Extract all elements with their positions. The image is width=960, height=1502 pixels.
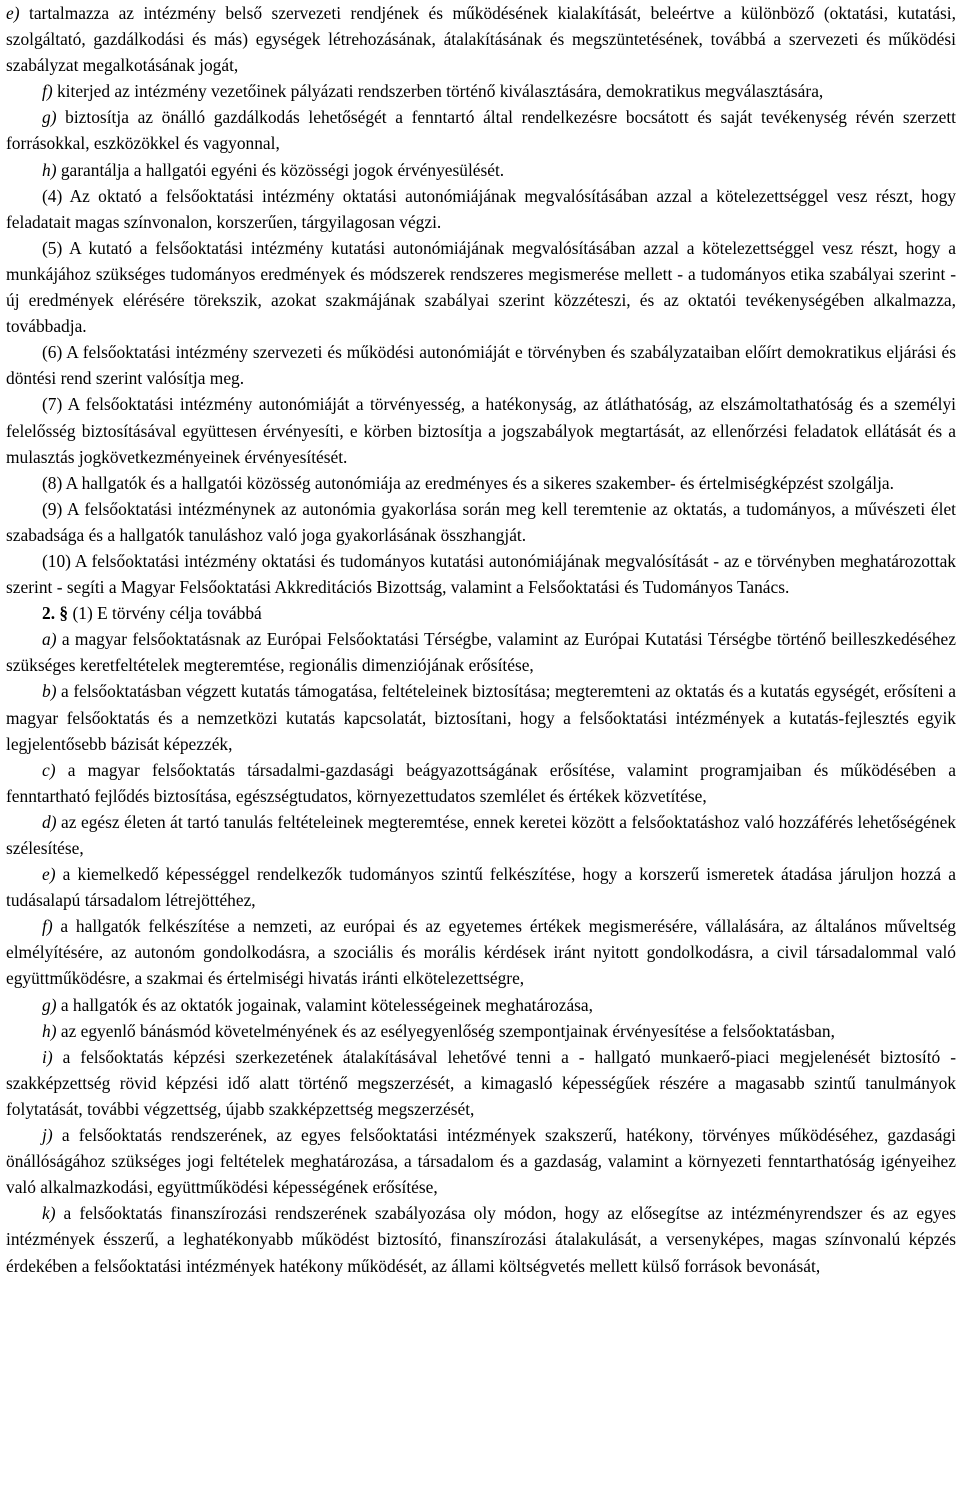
goal-text: a hallgatók felkészítése a nemzeti, az európai és az egyetemes értékek megismerésére, vállalására, az általános műveltség elmélyítésére, az autonóm gondolkodásra, a szociális és morális kérdések iránt nyitott gondolkodásra, a civil társadalommal való együttműködésre, a szakmai és értelmiségi hivatás iránti elkötelezettségre, [6,916,956,989]
point-text: garantálja a hallgatói egyéni és közösségi jogok érvényesülését. [56,159,505,180]
goal-label: i) [42,1046,53,1067]
paragraph-8: (8) A hallgatók és a hallgatói közösség autonómiája az eredményes és a sikeres szakember- és értelmiségképzést szolgálja. [42,472,894,493]
goal-c [6,757,956,809]
goal-g [6,992,956,1018]
goal-label: g) [42,994,57,1015]
section-number: 2. [42,603,56,624]
goal-label: b) [42,681,57,702]
point-label: g) [42,107,57,128]
section-heading [6,600,956,626]
goal-a [6,626,956,678]
goal-text: a felsőoktatás finanszírozási rendszerének szabályozása oly módon, hogy az elősegítse az intézményrendszer és az egyes intézmények ésszerű, a leghatékonyabb működést biztosító, finanszírozási átalakulását, a versenyképes, magas színvonalú képzés érdekében a felsőoktatási intézmények hatékony működését, az állami költségvetés mellett külső források bevonását, [6,1203,956,1276]
paragraph-7: (7) A felsőoktatási intézmény autonómiáját a törvényesség, a hatékonyság, az átláthatóság, az elszámoltathatóság és a személyi felelősség biztosításával együttesen érvényesíti, e körben biztosítja a jogszabályok megtartását, az ellenőrzési feladatok ellátását és a mulasztás jogkövetkezményeinek érvényesítését. [6,394,956,467]
point-text: biztosítja az önálló gazdálkodás lehetőségét a fenntartó által rendelkezésre bocsátott és saját tevékenység révén szerzett forrásokkal, eszközökkel és vagyonnal, [6,107,956,154]
goal-text: a felsőoktatás képzési szerkezetének átalakításával lehetővé tenni a - hallgató munkaerő-piaci megjelenését biztosító - szakképzettség rövid képzési idő alatt történő megszerzését, a kimagasló képességűek részére a magasabb szintű tanulmányok folytatását, további végzettség, újabb szakképzettség megszerzését, [6,1046,956,1119]
paragraph-10: (10) A felsőoktatási intézmény oktatási és tudományos kutatási autonómiájának megvalósítását - az e törvényben meghatározottak szerint - segíti a Magyar Felsőoktatási Akkreditációs Bizottság, valamint a Felsőoktatási és Tudományos Tanács. [6,550,956,598]
goal-label: j) [42,1125,53,1146]
goal-label: h) [42,1020,57,1041]
goal-label: d) [42,811,57,832]
goal-j [6,1122,956,1200]
point-f [6,78,956,104]
goal-label: e) [42,864,56,885]
section-text: (1) E törvény célja továbbá [68,603,262,624]
point-g [6,104,956,156]
goal-label: c) [42,759,56,780]
point-label: h) [42,159,57,180]
paragraph-9: (9) A felsőoktatási intézménynek az autonómia gyakorlása során meg kell teremtenie az oktatás, a tudományos, a művészeti élet szabadsága és a hallgatók tanuláshoz való joga gyakorlásának összhangját. [6,498,956,545]
goal-label: f) [42,916,53,937]
paragraph-5: (5) A kutató a felsőoktatási intézmény kutatási autonómiájának megvalósításában azzal a kötelezettséggel vesz részt, hogy a munkájához szükséges tudományos eredmények és módszerek rendszeres megismerése mellett - a tudományos etika szabályai szerint - új eredmények elérésére törekszik, azokat szakmájának szabályai szerint közzéteszi, és az oktatói tevékenységében alkalmazza, továbbadja. [6,237,956,337]
goal-text: a felsőoktatás rendszerének, az egyes felsőoktatási intézmények szakszerű, hatékony, törvényes működéséhez, gazdasági önállóságához szükséges jogi feltételek meghatározása, a társadalom és a gazdaság, valamint a környezeti fenntarthatóság igényeihez való alkalmazkodási, együttműködési képességének erősítése, [6,1125,956,1198]
goal-b [6,678,956,756]
goal-label: k) [42,1203,56,1224]
point-e [6,0,956,78]
point-h [6,157,956,183]
goal-k [6,1200,956,1278]
point-label: f) [42,81,53,102]
goal-text: az egész életen át tartó tanulás feltételeinek megteremtése, ennek keretei között a felsőoktatáshoz való hozzáférés lehetőségének szélesítése, [6,811,956,858]
point-label: e) [6,3,20,23]
goal-i [6,1044,956,1122]
goal-h [6,1018,956,1044]
goal-text: az egyenlő bánásmód követelményének és az esélyegyenlőség szempontjainak érvényesítése a felsőoktatásban, [56,1020,835,1041]
section-symbol: § [59,603,69,624]
goal-d [6,809,956,861]
goal-label: a) [42,629,57,650]
goal-e [6,861,956,913]
goal-text: a hallgatók és az oktatók jogainak, valamint kötelességeinek meghatározása, [56,994,593,1015]
goal-text: a magyar felsőoktatás társadalmi-gazdasági beágyazottságának erősítése, valamint programjaiban és működésében a fenntartható fejlődés biztosítása, egészségtudatos, környezettudatos szemlélet és értékek közvetítése, [6,759,956,806]
paragraph-6: (6) A felsőoktatási intézmény szervezeti és működési autonómiáját e törvényben és szabályzataiban előírt demokratikus eljárási és döntési rend szerint valósítja meg. [6,342,956,389]
goal-text: a kiemelkedő képességgel rendelkezők tudományos szintű felkészítése, hogy a korszerű ismeretek átadása járuljon hozzá a tudásalapú társadalom létrejöttéhez, [6,864,956,911]
goal-f [6,913,956,991]
point-text: kiterjed az intézmény vezetőinek pályázati rendszerben történő kiválasztására, demokratikus megválasztására, [52,81,824,102]
goal-text: a felsőoktatásban végzett kutatás támogatása, feltételeinek biztosítása; megteremteni az oktatás és a kutatás egységét, erősíteni a magyar felsőoktatás és a nemzetközi kutatás kapcsolatát, biztosítani, hogy a felsőoktatási intézmények a kutatás-fejlesztés egyik legjelentősebb bázisát képezzék, [6,681,956,754]
point-text: tartalmazza az intézmény belső szervezeti rendjének és működésének kialakítását, beleértve a különböző (oktatási, kutatási, szolgáltató, gazdálkodási és más) egységek létrehozásának, átalakításának és megszüntetésének, továbbá a szervezeti és működési szabályzat megalkotásának jogát, [6,3,956,76]
paragraph-4: (4) Az oktató a felsőoktatási intézmény oktatási autonómiájának megvalósításában azzal a kötelezettséggel vesz részt, hogy feladatait magas színvonalon, korszerűen, tárgyilagosan végzi. [6,185,956,232]
goal-text: a magyar felsőoktatásnak az Európai Felsőoktatási Térségbe, valamint az Európai Kutatási Térségbe történő beilleszkedéséhez szükséges keretfeltételek megteremtése, regionális dimenziójának erősítése, [6,629,956,676]
